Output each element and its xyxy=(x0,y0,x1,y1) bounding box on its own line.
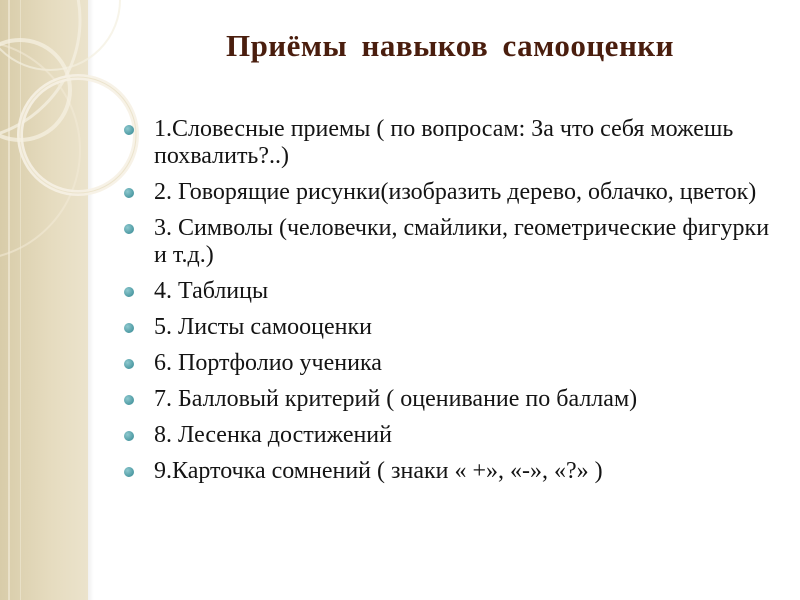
list-item xyxy=(124,350,774,377)
teal-dot-icon xyxy=(124,224,134,234)
list-item-text: 8. Лесенка достижений xyxy=(154,422,392,448)
teal-dot-icon xyxy=(124,431,134,441)
list-item-text: 7. Балловый критерий ( оценивание по баллам) xyxy=(154,386,638,412)
panel-shadow xyxy=(88,0,94,600)
list-item xyxy=(124,215,774,269)
list-item-text: 9.Карточка сомнений ( знаки « +», «-», «?» ) xyxy=(154,458,603,484)
list-item xyxy=(124,458,774,485)
teal-dot-icon xyxy=(124,395,134,405)
list-item xyxy=(124,314,774,341)
list-item-text: 6. Портфолио ученика xyxy=(154,350,382,376)
bullet-list xyxy=(124,116,774,494)
teal-dot-icon xyxy=(124,125,134,135)
list-item xyxy=(124,116,774,170)
list-item xyxy=(124,386,774,413)
list-item xyxy=(124,278,774,305)
list-item-text: 5. Листы самооценки xyxy=(154,314,373,340)
list-item xyxy=(124,179,774,206)
teal-dot-icon xyxy=(124,188,134,198)
teal-dot-icon xyxy=(124,467,134,477)
teal-dot-icon xyxy=(124,323,134,333)
list-item-text: 1.Словесные приемы ( по вопросам: За что себя можешь похвалить?..) xyxy=(154,116,734,169)
side-panel xyxy=(0,0,88,600)
list-item-text: 2. Говорящие рисунки(изобразить дерево, облачко, цветок) xyxy=(154,179,757,205)
list-item-text: 3. Символы (человечки, смайлики, геометрические фигурки и т.д.) xyxy=(154,215,770,268)
teal-dot-icon xyxy=(124,287,134,297)
slide-title: Приёмы навыков самооценки xyxy=(225,28,675,63)
list-item xyxy=(124,422,774,449)
teal-dot-icon xyxy=(124,359,134,369)
list-item-text: 4. Таблицы xyxy=(154,278,269,304)
